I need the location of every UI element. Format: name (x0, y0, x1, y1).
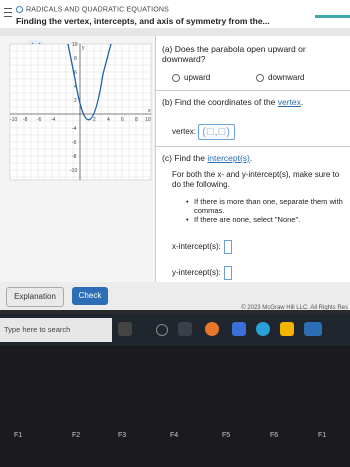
file-explorer-icon[interactable] (178, 322, 192, 336)
menu-icon[interactable] (4, 8, 12, 20)
x-tick-label: -6 (37, 117, 42, 123)
explanation-button[interactable]: Explanation (6, 287, 64, 307)
y-tick-label: -6 (72, 140, 77, 146)
radio-button-icon[interactable] (172, 74, 180, 82)
copyright-text: © 2023 McGraw Hill LLC. All Rights Res (241, 305, 348, 310)
folder-icon[interactable] (280, 322, 294, 336)
bullet-item: • If there are none, select "None". (186, 215, 346, 224)
key-f4[interactable]: F4 (170, 432, 179, 439)
cortana-icon[interactable] (118, 322, 132, 336)
firefox-icon[interactable] (205, 322, 219, 336)
y-tick-label: 8 (74, 56, 77, 62)
x-tick-label: 8 (135, 117, 138, 123)
y-tick-label: 6 (74, 70, 77, 76)
topic-dot-icon (16, 6, 23, 13)
task-view-icon[interactable] (156, 324, 168, 336)
y-intercept-row (172, 266, 232, 280)
y-tick-label: -8 (72, 154, 77, 160)
parabola-graph (8, 42, 153, 182)
vertex-row (172, 124, 235, 140)
store-icon[interactable] (232, 322, 246, 336)
key-f7[interactable]: F1 (318, 432, 327, 439)
key-f5[interactable]: F5 (222, 432, 231, 439)
part-c-instructions: For both the x- and y-intercept(s), make sure to do the following. (172, 170, 340, 189)
x-intercept-row (172, 240, 232, 254)
top-bar (0, 0, 350, 28)
y-intercept-input[interactable] (224, 266, 232, 280)
x-tick-label: -4 (51, 117, 56, 123)
laptop-keyboard (0, 346, 350, 467)
radio-upward-label: upward (184, 73, 211, 82)
part-c-question: (c) Find the intercept(s). (162, 153, 253, 163)
vertex-input[interactable]: (□,□) (198, 124, 235, 140)
bullet-item: • If there is more than one, separate them with commas. (186, 197, 346, 215)
key-f6[interactable]: F6 (270, 432, 279, 439)
x-tick-label: 10 (145, 117, 151, 123)
y-tick-label: -10 (70, 168, 78, 174)
vertex-label: vertex: (172, 127, 197, 137)
radio-upward[interactable] (172, 73, 210, 82)
panel-divider (155, 36, 156, 282)
x-tick-label: -8 (23, 117, 28, 123)
x-intercept-input[interactable] (224, 240, 232, 254)
y-tick-label: 4 (74, 84, 77, 90)
key-f1[interactable]: F1 (14, 432, 23, 439)
radio-button-icon[interactable] (256, 74, 264, 82)
toolbar-strip (0, 28, 350, 36)
part-a-question: (a) Does the parabola open upward or downward? (162, 44, 306, 64)
part-b-question: (b) Find the coordinates of the vertex. (162, 97, 304, 107)
topic-heading (16, 6, 169, 13)
x-intercept-label: x-intercept(s): (172, 242, 221, 252)
y-tick-label: -4 (72, 126, 77, 132)
section-divider (156, 90, 350, 91)
instruction-bullets (186, 197, 346, 224)
topic-label: RADICALS AND QUADRATIC EQUATIONS (26, 6, 170, 14)
x-tick-label: 2 (93, 117, 96, 123)
y-axis-label: y (82, 45, 85, 51)
edge-icon[interactable] (256, 322, 270, 336)
radio-downward[interactable] (256, 73, 304, 82)
y-intercept-label: y-intercept(s): (172, 268, 221, 278)
radio-downward-label: downward (268, 73, 305, 82)
intercepts-link[interactable]: intercept(s) (207, 153, 250, 163)
progress-bar (315, 15, 350, 18)
page-title: Finding the vertex, intercepts, and axis of symmetry from the... (16, 16, 270, 26)
y-tick-label: 10 (72, 42, 78, 48)
section-divider (156, 146, 350, 147)
taskbar-search-input[interactable]: Type here to search (0, 318, 112, 342)
x-axis-label: x (148, 108, 151, 114)
y-tick-label: 2 (74, 98, 77, 104)
key-f3[interactable]: F3 (118, 432, 127, 439)
app-icon[interactable] (304, 322, 322, 336)
vertex-link[interactable]: vertex (277, 97, 301, 107)
check-button[interactable]: Check (72, 287, 108, 305)
x-tick-label: 6 (121, 117, 124, 123)
key-f2[interactable]: F2 (72, 432, 81, 439)
x-tick-label: -10 (10, 117, 18, 123)
x-tick-label: 4 (107, 117, 110, 123)
